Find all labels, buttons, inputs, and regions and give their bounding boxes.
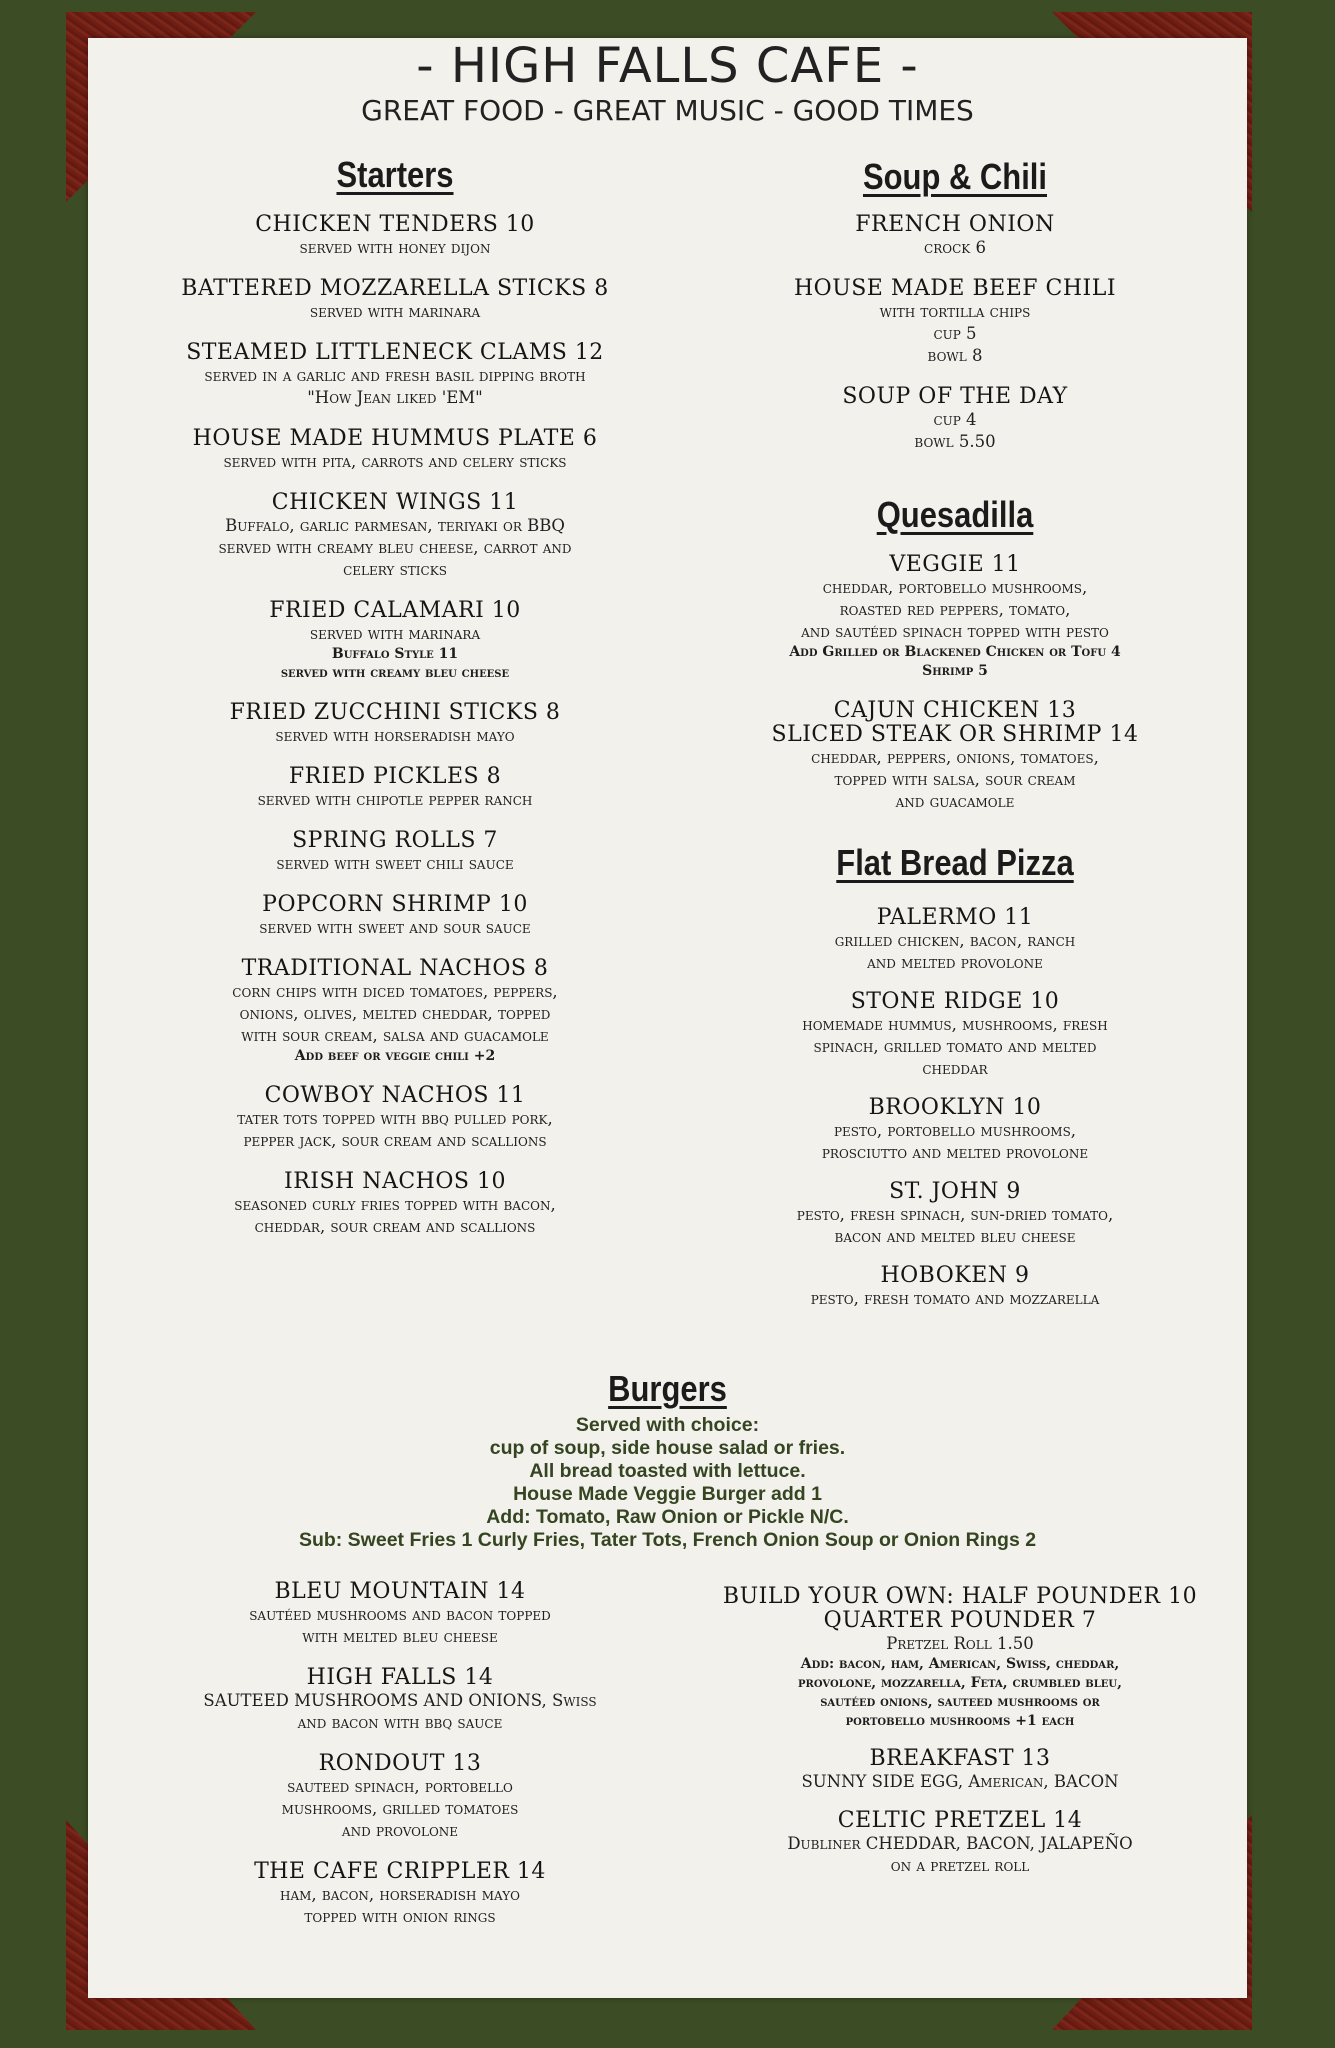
menu-item-description: served with sweet chili sauce bbox=[276, 854, 514, 873]
menu-item-addon-note: sautéed onions, sauteed mushrooms or bbox=[820, 1694, 1100, 1710]
menu-item-description: bacon and melted bleu cheese bbox=[834, 1227, 1076, 1246]
menu-item bbox=[700, 385, 1210, 453]
menu-item-description: sautéed mushrooms and bacon topped bbox=[249, 1605, 551, 1624]
menu-item-addon-note: provolone, mozzarella, Feta, crumbled bleu, bbox=[798, 1675, 1122, 1691]
section-heading-flat-bread-pizza: Flat Bread Pizza bbox=[836, 842, 1074, 883]
menu-item bbox=[700, 277, 1210, 367]
menu-item bbox=[700, 990, 1210, 1080]
menu-item-description: onions, olives, melted cheddar, topped bbox=[239, 1004, 551, 1023]
menu-item-description: ham, bacon, horseradish mayo bbox=[280, 1885, 520, 1904]
menu-item-description: seasoned curly fries topped with bacon, bbox=[234, 1195, 556, 1214]
menu-item bbox=[90, 1666, 710, 1734]
menu-item-addon-note: Shrimp 5 bbox=[922, 663, 988, 679]
menu-item-name: RONDOUT 13 bbox=[318, 1751, 482, 1776]
menu-item-name: THE CAFE CRIPPLER 14 bbox=[254, 1859, 546, 1884]
menu-item-description: cheddar, peppers, onions, tomatoes, bbox=[811, 748, 1099, 767]
section-heading-burgers: Burgers bbox=[608, 1368, 727, 1409]
burger-note-line: Sub: Sweet Fries 1 Curly Fries, Tater Tots, French Onion Soup or Onion Rings 2 bbox=[298, 1529, 1037, 1551]
menu-item-description: crock 6 bbox=[924, 238, 986, 257]
menu-item bbox=[90, 599, 700, 683]
menu-item bbox=[90, 765, 700, 811]
menu-item-description: Buffalo, garlic parmesan, teriyaki or BBQ bbox=[225, 516, 565, 535]
burger-note-line: cup of soup, side house salad or fries. bbox=[489, 1437, 846, 1459]
menu-item-description: Pretzel Roll 1.50 bbox=[886, 1634, 1034, 1653]
menu-item-name: FRIED PICKLES 8 bbox=[288, 764, 502, 789]
menu-item bbox=[90, 1752, 710, 1842]
menu-item-description: served with sweet and sour sauce bbox=[259, 918, 531, 937]
menu-item-name-secondary: SLICED STEAK OR SHRIMP 14 bbox=[771, 722, 1139, 747]
menu-item bbox=[90, 1170, 700, 1238]
menu-item-description: cup 5 bbox=[933, 324, 977, 343]
menu-item-name: FRIED ZUCCHINI STICKS 8 bbox=[229, 700, 561, 725]
burger-note-line: House Made Veggie Burger add 1 bbox=[513, 1483, 822, 1505]
menu-item-description: roasted red peppers, tomato, bbox=[839, 600, 1071, 619]
menu-item bbox=[90, 1860, 710, 1928]
menu-item-description: cheddar, sour cream and scallions bbox=[254, 1217, 536, 1236]
menu-item-name: CELTIC PRETZEL 14 bbox=[837, 1808, 1083, 1833]
menu-item-name: CAJUN CHICKEN 13 bbox=[833, 698, 1077, 723]
menu-item bbox=[700, 906, 1210, 974]
menu-item bbox=[700, 1264, 1210, 1310]
burgers-left-list bbox=[90, 1580, 710, 1928]
menu-item-description: pesto, fresh tomato and mozzarella bbox=[810, 1289, 1100, 1308]
menu-item bbox=[90, 277, 700, 323]
menu-item-description: cheddar bbox=[922, 1059, 988, 1078]
menu-item-description: cheddar, portobello mushrooms, bbox=[822, 578, 1088, 597]
menu-item bbox=[90, 1580, 710, 1648]
menu-item bbox=[90, 701, 700, 747]
menu-item-name: HOUSE MADE BEEF CHILI bbox=[793, 276, 1117, 301]
menu-item-addon-note: Add: bacon, ham, American, Swiss, cheddar, bbox=[800, 1656, 1120, 1672]
menu-item bbox=[90, 957, 700, 1066]
menu-item-name: ST. JOHN 9 bbox=[889, 1179, 1021, 1204]
menu-item-description: and provolone bbox=[341, 1821, 459, 1840]
burger-note-line: Add: Tomato, Raw Onion or Pickle N/C. bbox=[486, 1506, 849, 1528]
menu-item-description: mushrooms, grilled tomatoes bbox=[281, 1799, 519, 1818]
menu-item-name: COWBOY NACHOS 11 bbox=[264, 1083, 526, 1108]
menu-item-name: BROOKLYN 10 bbox=[868, 1095, 1042, 1120]
menu-item-description: and sautéed spinach topped with pesto bbox=[801, 622, 1109, 641]
cafe-title: - HIGH FALLS CAFE - bbox=[416, 38, 919, 94]
menu-item-description: SAUTEED MUSHROOMS AND ONIONS, Swiss bbox=[203, 1691, 597, 1710]
menu-item-description: pepper jack, sour cream and scallions bbox=[243, 1131, 547, 1150]
menu-item-name: HOBOKEN 9 bbox=[880, 1263, 1030, 1288]
menu-item bbox=[90, 1084, 700, 1152]
section-heading-quesadilla: Quesadilla bbox=[876, 494, 1034, 535]
menu-item-description: and melted provolone bbox=[867, 953, 1043, 972]
menu-item-addon-note: Add Grilled or Blackened Chicken or Tofu 4 bbox=[789, 644, 1121, 660]
menu-item bbox=[90, 213, 700, 259]
menu-item-name: CHICKEN WINGS 11 bbox=[271, 490, 519, 515]
menu-item-name: STEAMED LITTLENECK CLAMS 12 bbox=[186, 340, 604, 365]
menu-item bbox=[90, 427, 700, 473]
menu-item-description: with tortilla chips bbox=[879, 302, 1031, 321]
menu-item-addon-note: Buffalo Style 11 bbox=[331, 646, 459, 662]
menu-item-addon-note: served with creamy bleu cheese bbox=[280, 665, 510, 681]
menu-item-name: POPCORN SHRIMP 10 bbox=[262, 892, 528, 917]
menu-item bbox=[90, 491, 700, 581]
menu-item bbox=[90, 829, 700, 875]
menu-item-description: and bacon with bbq sauce bbox=[297, 1713, 503, 1732]
menu-item-description: served with chipotle pepper ranch bbox=[257, 790, 533, 809]
menu-item-description: tater tots topped with bbq pulled pork, bbox=[237, 1109, 553, 1128]
menu-item-description: cup 4 bbox=[933, 410, 977, 429]
section-heading-starters: Starters bbox=[336, 154, 454, 195]
menu-item-addon-note: portobello mushrooms +1 each bbox=[845, 1713, 1075, 1729]
menu-item-addon-note: Add beef or veggie chili +2 bbox=[294, 1048, 496, 1064]
menu-item-name: SPRING ROLLS 7 bbox=[292, 828, 498, 853]
menu-item-name: TRADITIONAL NACHOS 8 bbox=[241, 956, 549, 981]
menu-item bbox=[670, 1585, 1250, 1731]
menu-item bbox=[90, 893, 700, 939]
menu-item-description: SUNNY SIDE EGG, American, BACON bbox=[801, 1772, 1119, 1791]
menu-item bbox=[700, 699, 1210, 813]
burgers-right-list bbox=[670, 1585, 1250, 1877]
burger-note-line: Served with choice: bbox=[575, 1414, 760, 1436]
soup-list bbox=[700, 213, 1210, 453]
menu-item-description: prosciutto and melted provolone bbox=[821, 1143, 1089, 1162]
section-heading-soup-chili: Soup & Chili bbox=[862, 156, 1048, 197]
quesadilla-list bbox=[700, 553, 1210, 813]
menu-item-description: spinach, grilled tomato and melted bbox=[813, 1037, 1097, 1056]
menu-item-name: BLEU MOUNTAIN 14 bbox=[274, 1579, 526, 1604]
menu-item-name: IRISH NACHOS 10 bbox=[284, 1169, 506, 1194]
menu-item-description: topped with salsa, sour cream bbox=[834, 770, 1076, 789]
menu-item-name: HOUSE MADE HUMMUS PLATE 6 bbox=[192, 426, 598, 451]
menu-item-description: served with marinara bbox=[309, 302, 481, 321]
menu-item bbox=[90, 341, 700, 409]
menu-item-name: HIGH FALLS 14 bbox=[306, 1665, 494, 1690]
starters-list bbox=[90, 213, 700, 1238]
menu-item-name: FRENCH ONION bbox=[855, 212, 1055, 237]
cafe-tagline: GREAT FOOD - GREAT MUSIC - GOOD TIMES bbox=[361, 94, 974, 127]
menu-item-name-secondary: QUARTER POUNDER 7 bbox=[823, 1608, 1097, 1633]
menu-item-name: PALERMO 11 bbox=[876, 905, 1034, 930]
menu-item-name: STONE RIDGE 10 bbox=[850, 989, 1060, 1014]
menu-item-description: with melted bleu cheese bbox=[302, 1627, 498, 1646]
menu-item-description: Dubliner CHEDDAR, BACON, JALAPEÑO bbox=[787, 1834, 1133, 1853]
menu-item-name: VEGGIE 11 bbox=[889, 552, 1021, 577]
menu-item-description: bowl 5.50 bbox=[914, 432, 996, 451]
flatbread-list bbox=[700, 906, 1210, 1310]
menu-item bbox=[700, 1096, 1210, 1164]
burger-note-line: All bread toasted with lettuce. bbox=[529, 1460, 806, 1482]
menu-item-description: homemade hummus, mushrooms, fresh bbox=[802, 1015, 1108, 1034]
menu-item-description: pesto, portobello mushrooms, bbox=[833, 1121, 1077, 1140]
menu-item-description: "How Jean liked 'EM" bbox=[307, 388, 483, 407]
menu-item-name: BREAKFAST 13 bbox=[869, 1746, 1051, 1771]
menu-item-description: on a pretzel roll bbox=[890, 1856, 1030, 1875]
menu-item-description: grilled chicken, bacon, ranch bbox=[834, 931, 1076, 950]
menu-item-name: SOUP OF THE DAY bbox=[842, 384, 1068, 409]
menu-item bbox=[700, 553, 1210, 681]
menu-item-description: served with marinara bbox=[309, 624, 481, 643]
menu-item-description: served with honey dijon bbox=[299, 238, 491, 257]
menu-item-description: topped with onion rings bbox=[304, 1907, 496, 1926]
menu-item-name: FRIED CALAMARI 10 bbox=[269, 598, 521, 623]
menu-item-description: pesto, fresh spinach, sun-dried tomato, bbox=[796, 1205, 1114, 1224]
menu-item-name: BUILD YOUR OWN: HALF POUNDER 10 bbox=[722, 1584, 1198, 1609]
menu-item bbox=[700, 1180, 1210, 1248]
burger-notes bbox=[200, 1414, 1135, 1552]
menu-item-description: corn chips with diced tomatoes, peppers, bbox=[232, 982, 558, 1001]
menu-item-description: and guacamole bbox=[895, 792, 1015, 811]
menu-item bbox=[700, 213, 1210, 259]
menu-item bbox=[670, 1809, 1250, 1877]
menu-item bbox=[670, 1747, 1250, 1793]
menu-item-description: celery sticks bbox=[343, 560, 447, 579]
menu-item-description: sauteed spinach, portobello bbox=[287, 1777, 513, 1796]
menu-item-description: served in a garlic and fresh basil dipping broth bbox=[204, 366, 586, 385]
menu-item-description: served with horseradish mayo bbox=[275, 726, 515, 745]
menu-item-description: served with pita, carrots and celery sticks bbox=[223, 452, 567, 471]
menu-item-description: served with creamy bleu cheese, carrot and bbox=[218, 538, 572, 557]
menu-item-description: bowl 8 bbox=[927, 346, 983, 365]
menu-item-description: with sour cream, salsa and guacamole bbox=[241, 1026, 549, 1045]
menu-item-name: CHICKEN TENDERS 10 bbox=[255, 212, 535, 237]
menu-item-name: BATTERED MOZZARELLA STICKS 8 bbox=[181, 276, 609, 301]
